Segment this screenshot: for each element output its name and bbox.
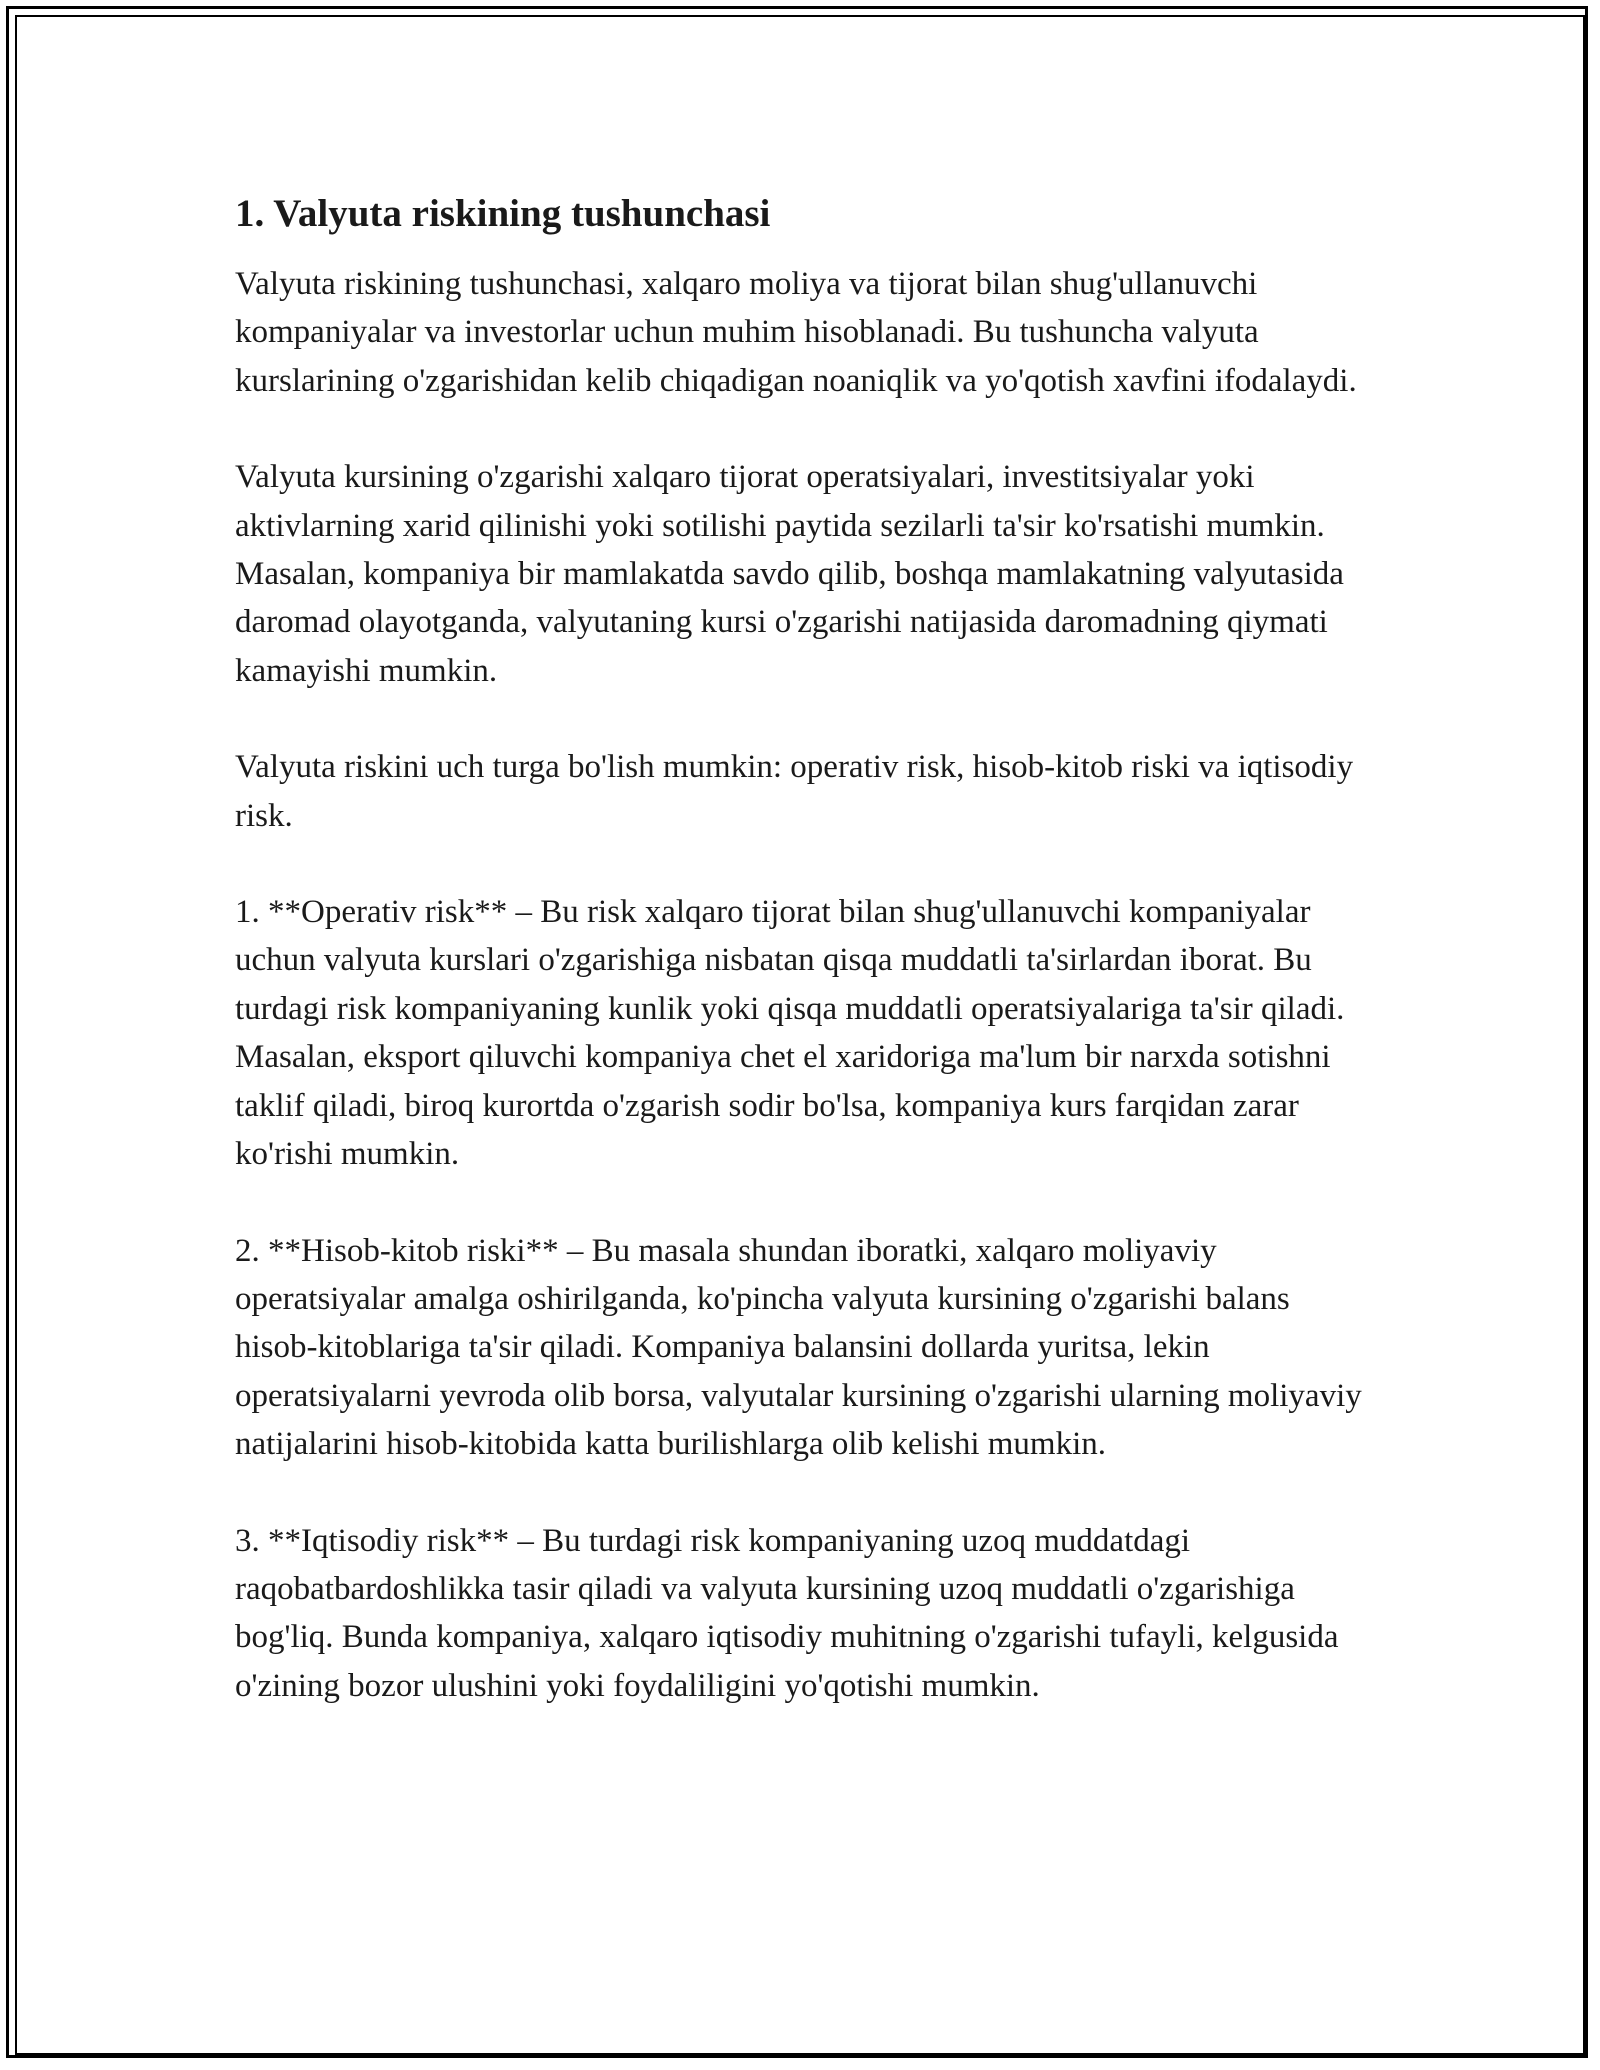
accounting-risk-paragraph: 2. **Hisob-kitob riski** – Bu masala shundan iboratki, xalqaro moliyaviy operatsiyalar amalga oshirilganda, ko'pincha valyuta kursining o'zgarishi balans hisob-kitoblariga ta'sir qiladi. Kompaniya balansini dollarda yuritsa, lekin operatsiyalarni yevroda olib borsa, valyutalar kursining o'zgarishi ularning moliyaviy natijalarini hisob-kitobida katta burilishlarga olib kelishi mumkin. (235, 1232, 1362, 1463)
example-paragraph: Valyuta kursining o'zgarishi xalqaro tijorat operatsiyalari, investitsiyalar yoki aktivlarning xarid qilinishi yoki sotilishi paytida sezilarli ta'sir ko'rsatishi mumkin. Masalan, kompaniya bir mamlakatda savdo qilib, boshqa mamlakatning valyutasida daromad olayotganda, valyutaning kursi o'zgarishi natijasida daromadning qiymati kamayishi mumkin. (235, 459, 1344, 689)
section-title: 1. Valyuta riskining tushunchasi (235, 192, 771, 235)
document-body (235, 186, 1370, 1758)
operative-risk-paragraph: 1. **Operativ risk** – Bu risk xalqaro tijorat bilan shug'ullanuvchi kompaniyalar uchun valyuta kurslari o'zgarishiga nisbatan qisqa muddatli ta'sirlardan iborat. Bu turdagi risk kompaniyaning kunlik yoki qisqa muddatli operatsiyalariga ta'sir qiladi. Masalan, eksport qiluvchi kompaniya chet el xaridoriga ma'lum bir narxda sotishni taklif qiladi, biroq kurortda o'zgarish sodir bo'lsa, kompaniya kurs farqidan zarar ko'rishi mumkin. (235, 894, 1345, 1173)
economic-risk-paragraph: 3. **Iqtisodiy risk** – Bu turdagi risk kompaniyaning uzoq muddatdagi raqobatbardoshlikka tasir qiladi va valyuta kursining uzoq muddatli o'zgarishiga bog'liq. Bunda kompaniya, xalqaro iqtisodiy muhitning o'zgarishi tufayli, kelgusida o'zining bozor ulushini yoki foydaliligini yo'qotishi mumkin. (235, 1522, 1339, 1704)
intro-paragraph: Valyuta riskining tushunchasi, xalqaro moliya va tijorat bilan shug'ullanuvchi kompaniyalar va investorlar uchun muhim hisoblanadi. Bu tushuncha valyuta kurslarining o'zgarishidan kelib chiqadigan noaniqlik va yo'qotish xavfini ifodalaydi. (235, 266, 1357, 399)
risk-types-paragraph: Valyuta riskini uch turga bo'lish mumkin: operativ risk, hisob-kitob riski va iqtisodiy risk. (235, 749, 1354, 834)
